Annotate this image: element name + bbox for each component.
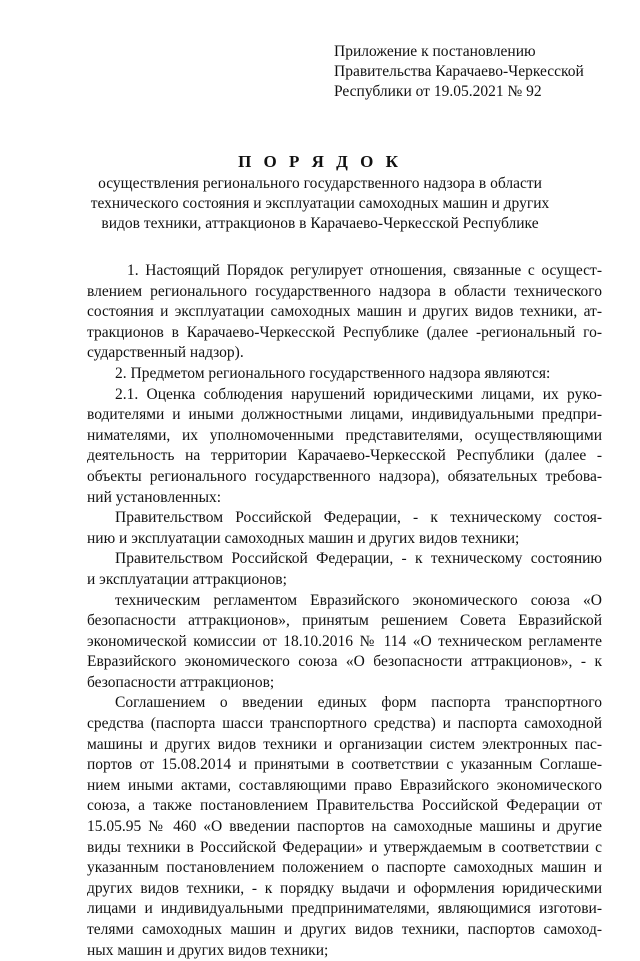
- body-line: ных машин и других видов техники;: [87, 941, 329, 959]
- body-line: портов от 15.08.2014 и принятыми в соответствии с указанным Соглаше-: [87, 756, 602, 774]
- body-line: безопасности аттракционов», принятым решением Совета Евразийской: [87, 612, 602, 630]
- body-line: других видов техники, - к порядку выдачи и оформления юридическими: [87, 879, 602, 897]
- body-line: экономической комиссии от 18.10.2016 № 114 «О техническом регламенте: [87, 632, 602, 650]
- body-line: влением регионального государственного надзора в области технического: [87, 282, 602, 300]
- body-line: 2.1. Оценка соблюдения нарушений юридическими лицами, их руко-: [115, 385, 602, 403]
- body-line: указанным постановлением положением о паспорте самоходных машин и: [87, 859, 602, 877]
- body-line: нию и эксплуатации самоходных машин и других видов техники;: [87, 529, 520, 547]
- body-line: 15.05.95 № 460 «О введении паспортов на самоходные машины и другие: [87, 818, 602, 836]
- appendix-line: Приложение к постановлению: [334, 43, 536, 60]
- body-line: телями самоходных машин и других видов техники, паспортов самоход-: [87, 921, 602, 938]
- body-line: и эксплуатации аттракционов;: [87, 570, 287, 588]
- body-line: тракционов в Карачаево-Черкесской Республике (далее -региональный го-: [87, 323, 602, 341]
- body-line: состояния и эксплуатации самоходных машин и других видов техники, ат-: [87, 303, 602, 321]
- body-line: Евразийского экономического союза «О безопасности аттракционов», - к: [87, 653, 602, 671]
- body-line: нимателями, их уполномоченными представителями, осуществляющими: [87, 426, 602, 444]
- body-line: союза, а также постановлением Правительства Российской Федерации от: [87, 797, 602, 815]
- body-line: безопасности аттракционов;: [87, 673, 275, 691]
- appendix-note: [334, 42, 584, 102]
- body-line: водителями и иными должностными лицами, индивидуальными предпри-: [87, 406, 602, 424]
- body-line: нием иными актами, составляющими право Евразийского экономического: [87, 776, 602, 794]
- body-line: 2. Предметом регионального государственного надзора являются:: [115, 364, 551, 382]
- body-line: машины и других видов техники и организации систем электронных пас-: [87, 735, 602, 753]
- body-line: техническим регламентом Евразийского экономического союза «О: [115, 591, 602, 609]
- body-line: Правительством Российской Федерации, - к техническому состоянию: [115, 550, 602, 568]
- body-line: сударственный надзор).: [87, 344, 244, 362]
- body-line: ний установленных:: [87, 488, 222, 506]
- body-line: средства (паспорта шасси транспортного средства) и паспорта самоходной: [87, 715, 602, 733]
- appendix-line: Правительства Карачаево-Черкесской: [334, 63, 584, 80]
- subtitle-line: осуществления регионального государственного надзора в области: [98, 175, 542, 192]
- body-line: 1. Настоящий Порядок регулирует отношения, связанные с осущест-: [127, 262, 602, 279]
- document-title: П О Р Я Д О К: [238, 152, 402, 171]
- body-line: Правительством Российской Федерации, - к техническому состоя-: [115, 509, 602, 527]
- body-line: виды техники в Российской Федерации» и утверждаемым в соответствии с: [87, 838, 602, 856]
- appendix-line: Республики от 19.05.2021 № 92: [334, 83, 542, 100]
- document-body: [87, 261, 602, 961]
- body-line: деятельность на территории Карачаево-Черкесской Республики (далее -: [87, 447, 602, 465]
- body-line: Соглашением о введении единых форм паспорта транспортного: [115, 694, 602, 712]
- body-line: объекты регионального государственного надзора), обязательных требова-: [87, 467, 602, 485]
- subtitle-line: видов техники, аттракционов в Карачаево-Черкесской Республике: [101, 215, 539, 232]
- subtitle-line: технического состояния и эксплуатации самоходных машин и других: [90, 195, 550, 212]
- document-subtitle: [90, 174, 550, 234]
- body-line: лицами и индивидуальными предпринимателями, являющимися изготови-: [87, 900, 602, 918]
